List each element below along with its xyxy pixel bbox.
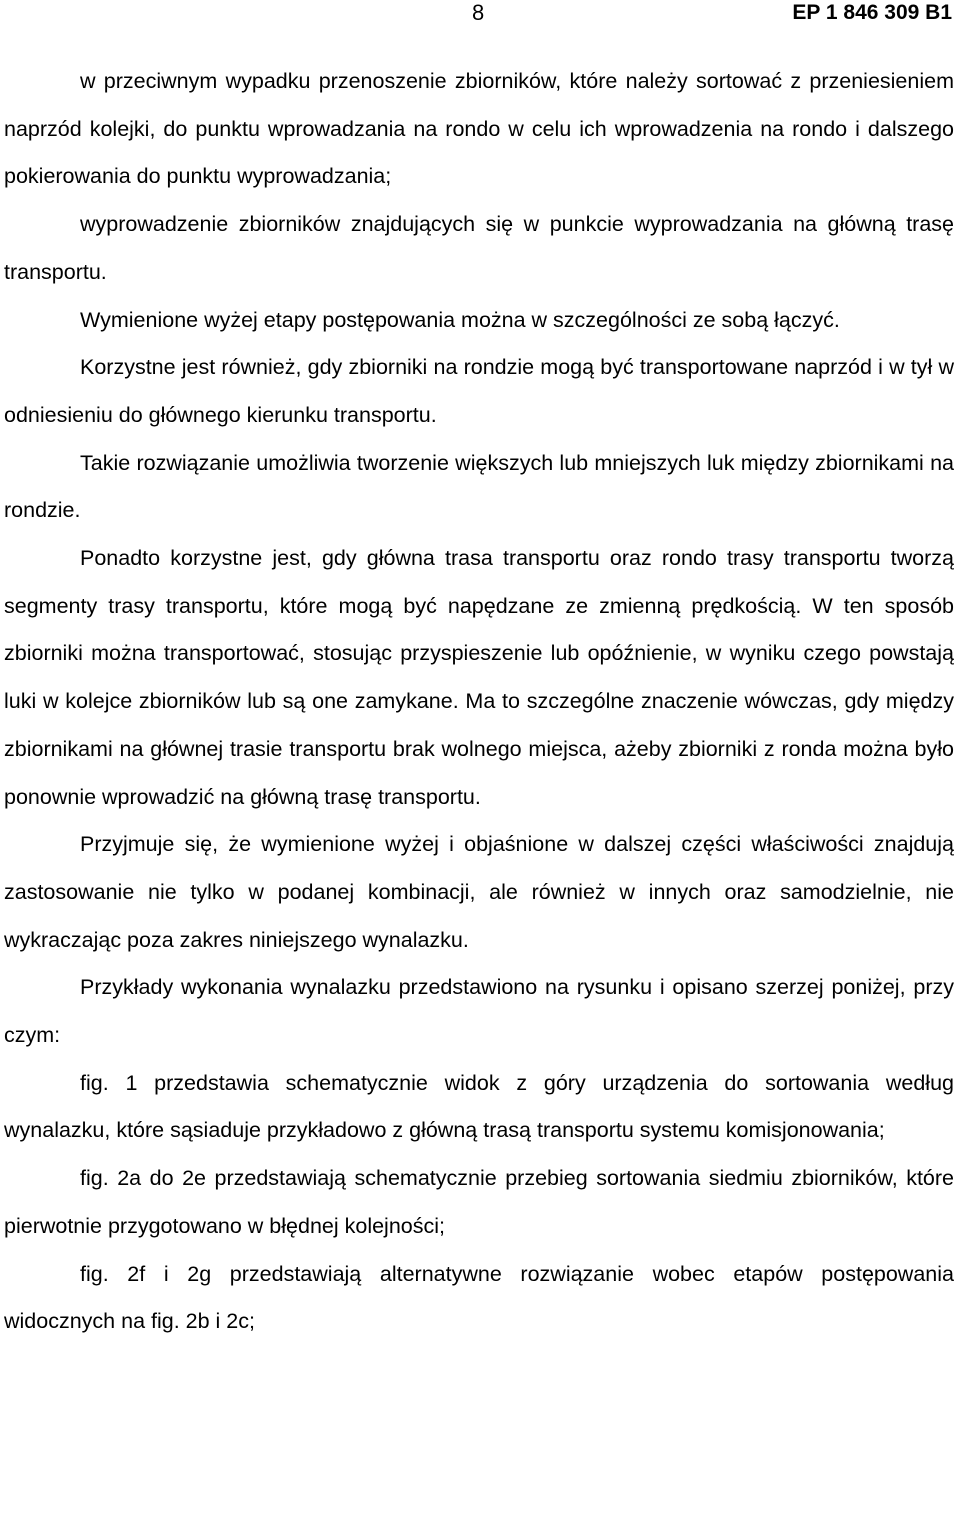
paragraph: w przeciwnym wypadku przenoszenie zbiorników, które należy sortować z przeniesieniem naprzód kolejki, do punktu wprowadzania na rondo w celu ich wprowadzenia na rondo i dalszego pokierowania do punktu wyprowadzania; — [4, 69, 954, 189]
figure-description: fig. 1 przedstawia schematycznie widok z góry urządzenia do sortowania według wynalazku, które sąsiaduje przykładowo z główną trasą transportu systemu komisjonowania; — [4, 1070, 954, 1143]
page-header — [0, 0, 960, 30]
paragraph: Takie rozwiązanie umożliwia tworzenie większych lub mniejszych luk między zbiornikami na rondzie. — [4, 450, 954, 523]
paragraph: wyprowadzenie zbiorników znajdujących się w punkcie wyprowadzania na główną trasę transportu. — [4, 212, 954, 284]
paragraph: Wymienione wyżej etapy postępowania można w szczególności ze sobą łączyć. — [80, 307, 840, 332]
paragraph: Przyjmuje się, że wymienione wyżej i objaśnione w dalszej części właściwości znajdują zastosowanie nie tylko w podanej kombinacji, ale również w innych oraz samodzielnie, nie wykraczając poza zakres niniejszego wynalazku. — [4, 832, 954, 952]
paragraph: Ponadto korzystne jest, gdy główna trasa transportu oraz rondo trasy transportu tworzą segmenty trasy transportu, które mogą być napędzane ze zmienną prędkością. W ten sposób zbiorniki można transportować, stosując przyspieszenie lub opóźnienie, w wyniku czego powstają luki w kolejce zbiorników lub są one zamykane. Ma to szczególne znaczenie wówczas, gdy między zbiornikami na głównej trasie transportu brak wolnego miejsca, ażeby zbiorniki z ronda można było ponownie wprowadzić na główną trasę transportu. — [4, 546, 954, 809]
document-body — [4, 58, 954, 1346]
document-id: EP 1 846 309 B1 — [792, 1, 952, 24]
paragraph: Korzystne jest również, gdy zbiorniki na rondzie mogą być transportowane naprzód i w tył w odniesieniu do głównego kierunku transportu. — [4, 355, 954, 427]
paragraph: Przykłady wykonania wynalazku przedstawiono na rysunku i opisano szerzej poniżej, przy czym: — [4, 975, 954, 1048]
page-number: 8 — [472, 0, 485, 25]
figure-description: fig. 2a do 2e przedstawiają schematycznie przebieg sortowania siedmiu zbiorników, które pierwotnie przygotowano w błędnej kolejności; — [4, 1166, 954, 1238]
figure-description: fig. 2f i 2g przedstawiają alternatywne rozwiązanie wobec etapów postępowania widocznych na fig. 2b i 2c; — [4, 1261, 954, 1334]
